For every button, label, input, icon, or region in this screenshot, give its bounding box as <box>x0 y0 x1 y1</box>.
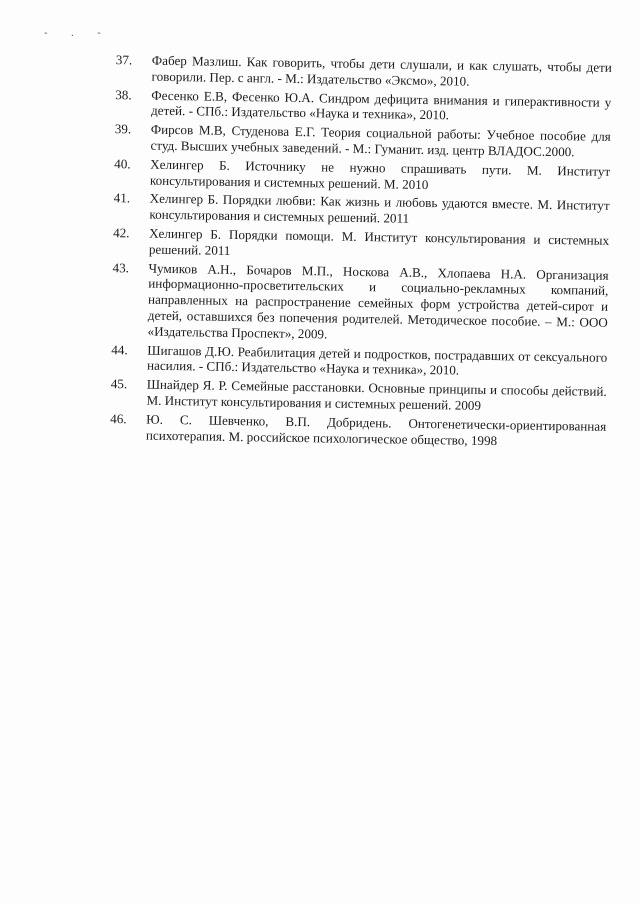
reference-text: Хелингер Б. Источнику не нужно спрашивать пути. М. Институт консультирования и системных решений. М. 2010 <box>149 156 611 192</box>
reference-number: 46. <box>110 410 127 427</box>
reference-item <box>105 190 609 230</box>
reference-item <box>107 87 611 127</box>
reference-text: Фабер Мазлиш. Как говорить, чтобы дети слушали, и как слушать, чтобы дети говорили. Пер. с англ. - М.: Издательство «Эксмо», 2010. <box>151 52 612 89</box>
reference-text: Хелингер Б. Порядки помощи. М. Институт консультирования и системных решений. 2011 <box>148 225 610 258</box>
reference-number: 38. <box>115 86 132 102</box>
reference-number: 41. <box>113 190 131 206</box>
reference-number: 37. <box>115 52 133 68</box>
reference-text: Шнайдер Я. Р. Семейные расстановки. Основные принципы и способы действий. М. Институт консультирования и системных решений. 2009 <box>146 376 607 413</box>
reference-number: 40. <box>114 155 131 172</box>
reference-text: Ю. С. Шевченко, В.П. Добридень. Онтогенетически-ориентированная психотерапия. М. российское психологическое общество, 1998 <box>145 411 607 448</box>
reference-list <box>102 52 612 453</box>
reference-item <box>102 376 606 416</box>
reference-number: 39. <box>114 121 132 137</box>
reference-number: 43. <box>112 259 130 275</box>
corner-marks: - . - <box>44 28 111 39</box>
reference-item <box>106 156 610 196</box>
reference-number: 42. <box>113 225 130 241</box>
reference-item <box>103 260 608 347</box>
reference-text: Чумиков А.Н., Бочаров М.П., Носкова А.В., Хлопаева Н.А. Организация информационно-просветительских и социально-рекламных компаний, направленных на распространение семейных форм устройства детей-сирот и детей, оставшихся без попечения родителей. Методическое пособие. – М.: ООО «Издательства Проспект», 2009. <box>147 260 609 342</box>
reference-item <box>102 411 606 451</box>
reference-item <box>103 342 607 382</box>
reference-text: Шигашов Д.Ю. Реабилитация детей и подростков, пострадавших от сексуального насилия. - СПб.: Издательство «Наука и техника», 2010. <box>146 342 608 378</box>
reference-item <box>105 225 609 265</box>
reference-number: 45. <box>110 376 128 392</box>
reference-text: Фесенко Е.В, Фесенко Ю.А. Синдром дефицита внимания и гиперактивности у детей. - СПб.: Издательство «Наука и техника», 2010. <box>150 87 612 123</box>
reference-item <box>106 121 610 161</box>
reference-item <box>108 52 612 92</box>
reference-text: Фирсов М.В, Студенова Е.Г. Теория социальной работы: Учебное пособие для студ. Высших учебных заведений. - М.: Гуманит. изд. центр ВЛАДОС.2000. <box>150 121 611 160</box>
reference-number: 44. <box>111 341 128 357</box>
reference-text: Хелингер Б. Порядки любви: Как жизнь и любовь удаются вместе. М. Институт консультирования и системных решений. 2011 <box>149 191 610 226</box>
